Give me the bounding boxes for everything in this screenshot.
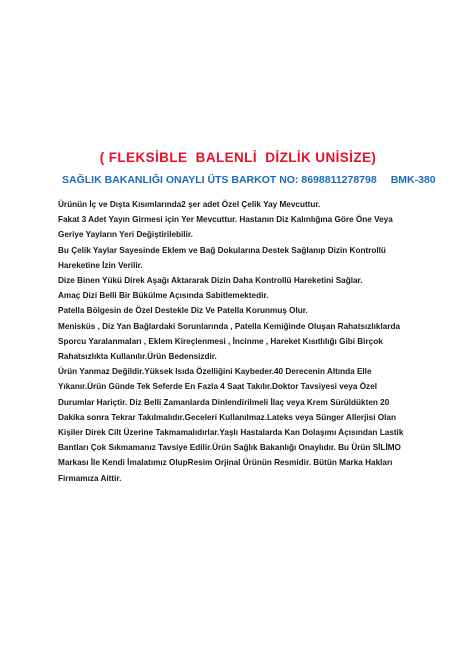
- description-line: Sporcu Yaralanmaları , Eklem Kireçlenmesi , İncinme , Hareket Kısıtlılığı Gibi Birçok: [58, 336, 383, 346]
- description-line: Kişiler Direk Cilt Üzerine Takmamalıdırlar.Yaşlı Hastalarda Kan Dolaşımı Açısından Lastik: [58, 428, 404, 438]
- description-line: Bu Çelik Yaylar Sayesinde Eklem ve Bağ Dokularına Destek Sağlanıp Dizin Kontrollü: [58, 245, 386, 255]
- document-subtitle: [62, 174, 436, 186]
- description-line: Ürün Yanmaz Değildir.Yüksek Isıda Özelliğini Kaybeder.40 Derecenin Altında Elle: [58, 367, 372, 377]
- product-code: BMK-380: [390, 174, 436, 186]
- description-line: Dakika sonra Tekrar Takılmalıdır.Geceleri Kullanılmaz.Lateks veya Sünger Allerjisi Olan: [58, 412, 396, 422]
- description-line: Bantları Çok Sıkmamanız Tavsiye Edilir.Ürün Sağlık Bakanlığı Onaylıdır. Bu Ürün SİLİMO: [58, 443, 401, 453]
- description-line: Ürünün İç ve Dışta Kısımlarında2 şer adet Özel Çelik Yay Mevcuttur.: [58, 200, 321, 209]
- description-line: Firmamıza Aittir.: [58, 473, 122, 483]
- description-line: Hareketine İzin Verilir.: [58, 260, 143, 270]
- document-title: ( FLEKSİBLE BALENLİ DİZLİK UNİSİZE): [99, 150, 377, 165]
- description-line: Markası İle Kendi İmalatımız OlupResim Orjinal Ürünün Resmidir. Bütün Marka Hakları: [58, 458, 393, 468]
- description-line: Patella Bölgesin de Özel Destekle Diz Ve Patella Korunmuş Olur.: [58, 306, 308, 316]
- description-line: Dize Binen Yükü Direk Aşağı Aktararak Dizin Daha Kontrollü Hareketini Sağlar.: [58, 276, 363, 286]
- barcode-text: SAĞLIK BAKANLIĞI ONAYLI ÜTS BARKOT NO: 8698811278798: [62, 174, 377, 186]
- description-line: Yıkanır.Ürün Günde Tek Seferde En Fazla 4 Saat Takılır.Doktor Tavsiyesi veya Özel: [58, 382, 377, 392]
- description-line: Geriye Yayların Yeri Değiştirilebilir.: [58, 230, 193, 240]
- description-line: Fakat 3 Adet Yayın Girmesi için Yer Mevcuttur. Hastanın Diz Kalınlığına Göre Öne Veya: [58, 215, 393, 225]
- description-line: Rahatsızlıkta Kullanılır.Ürün Bedensizdir.: [58, 352, 217, 362]
- description-line: Amaç Dizi Belli Bir Bükülme Açısında Sabitlemektedir.: [58, 291, 269, 301]
- description-line: Menisküs , Diz Yan Bağlardaki Sorunlarında , Patella Kemiğinde Oluşan Rahatsızlıklarda: [58, 321, 401, 331]
- description-line: Durumlar Hariçtir. Diz Belli Zamanlarda Dinlendirilmeli İlaç veya Krem Sürüldükten 20: [58, 397, 390, 407]
- description-body: [58, 197, 438, 486]
